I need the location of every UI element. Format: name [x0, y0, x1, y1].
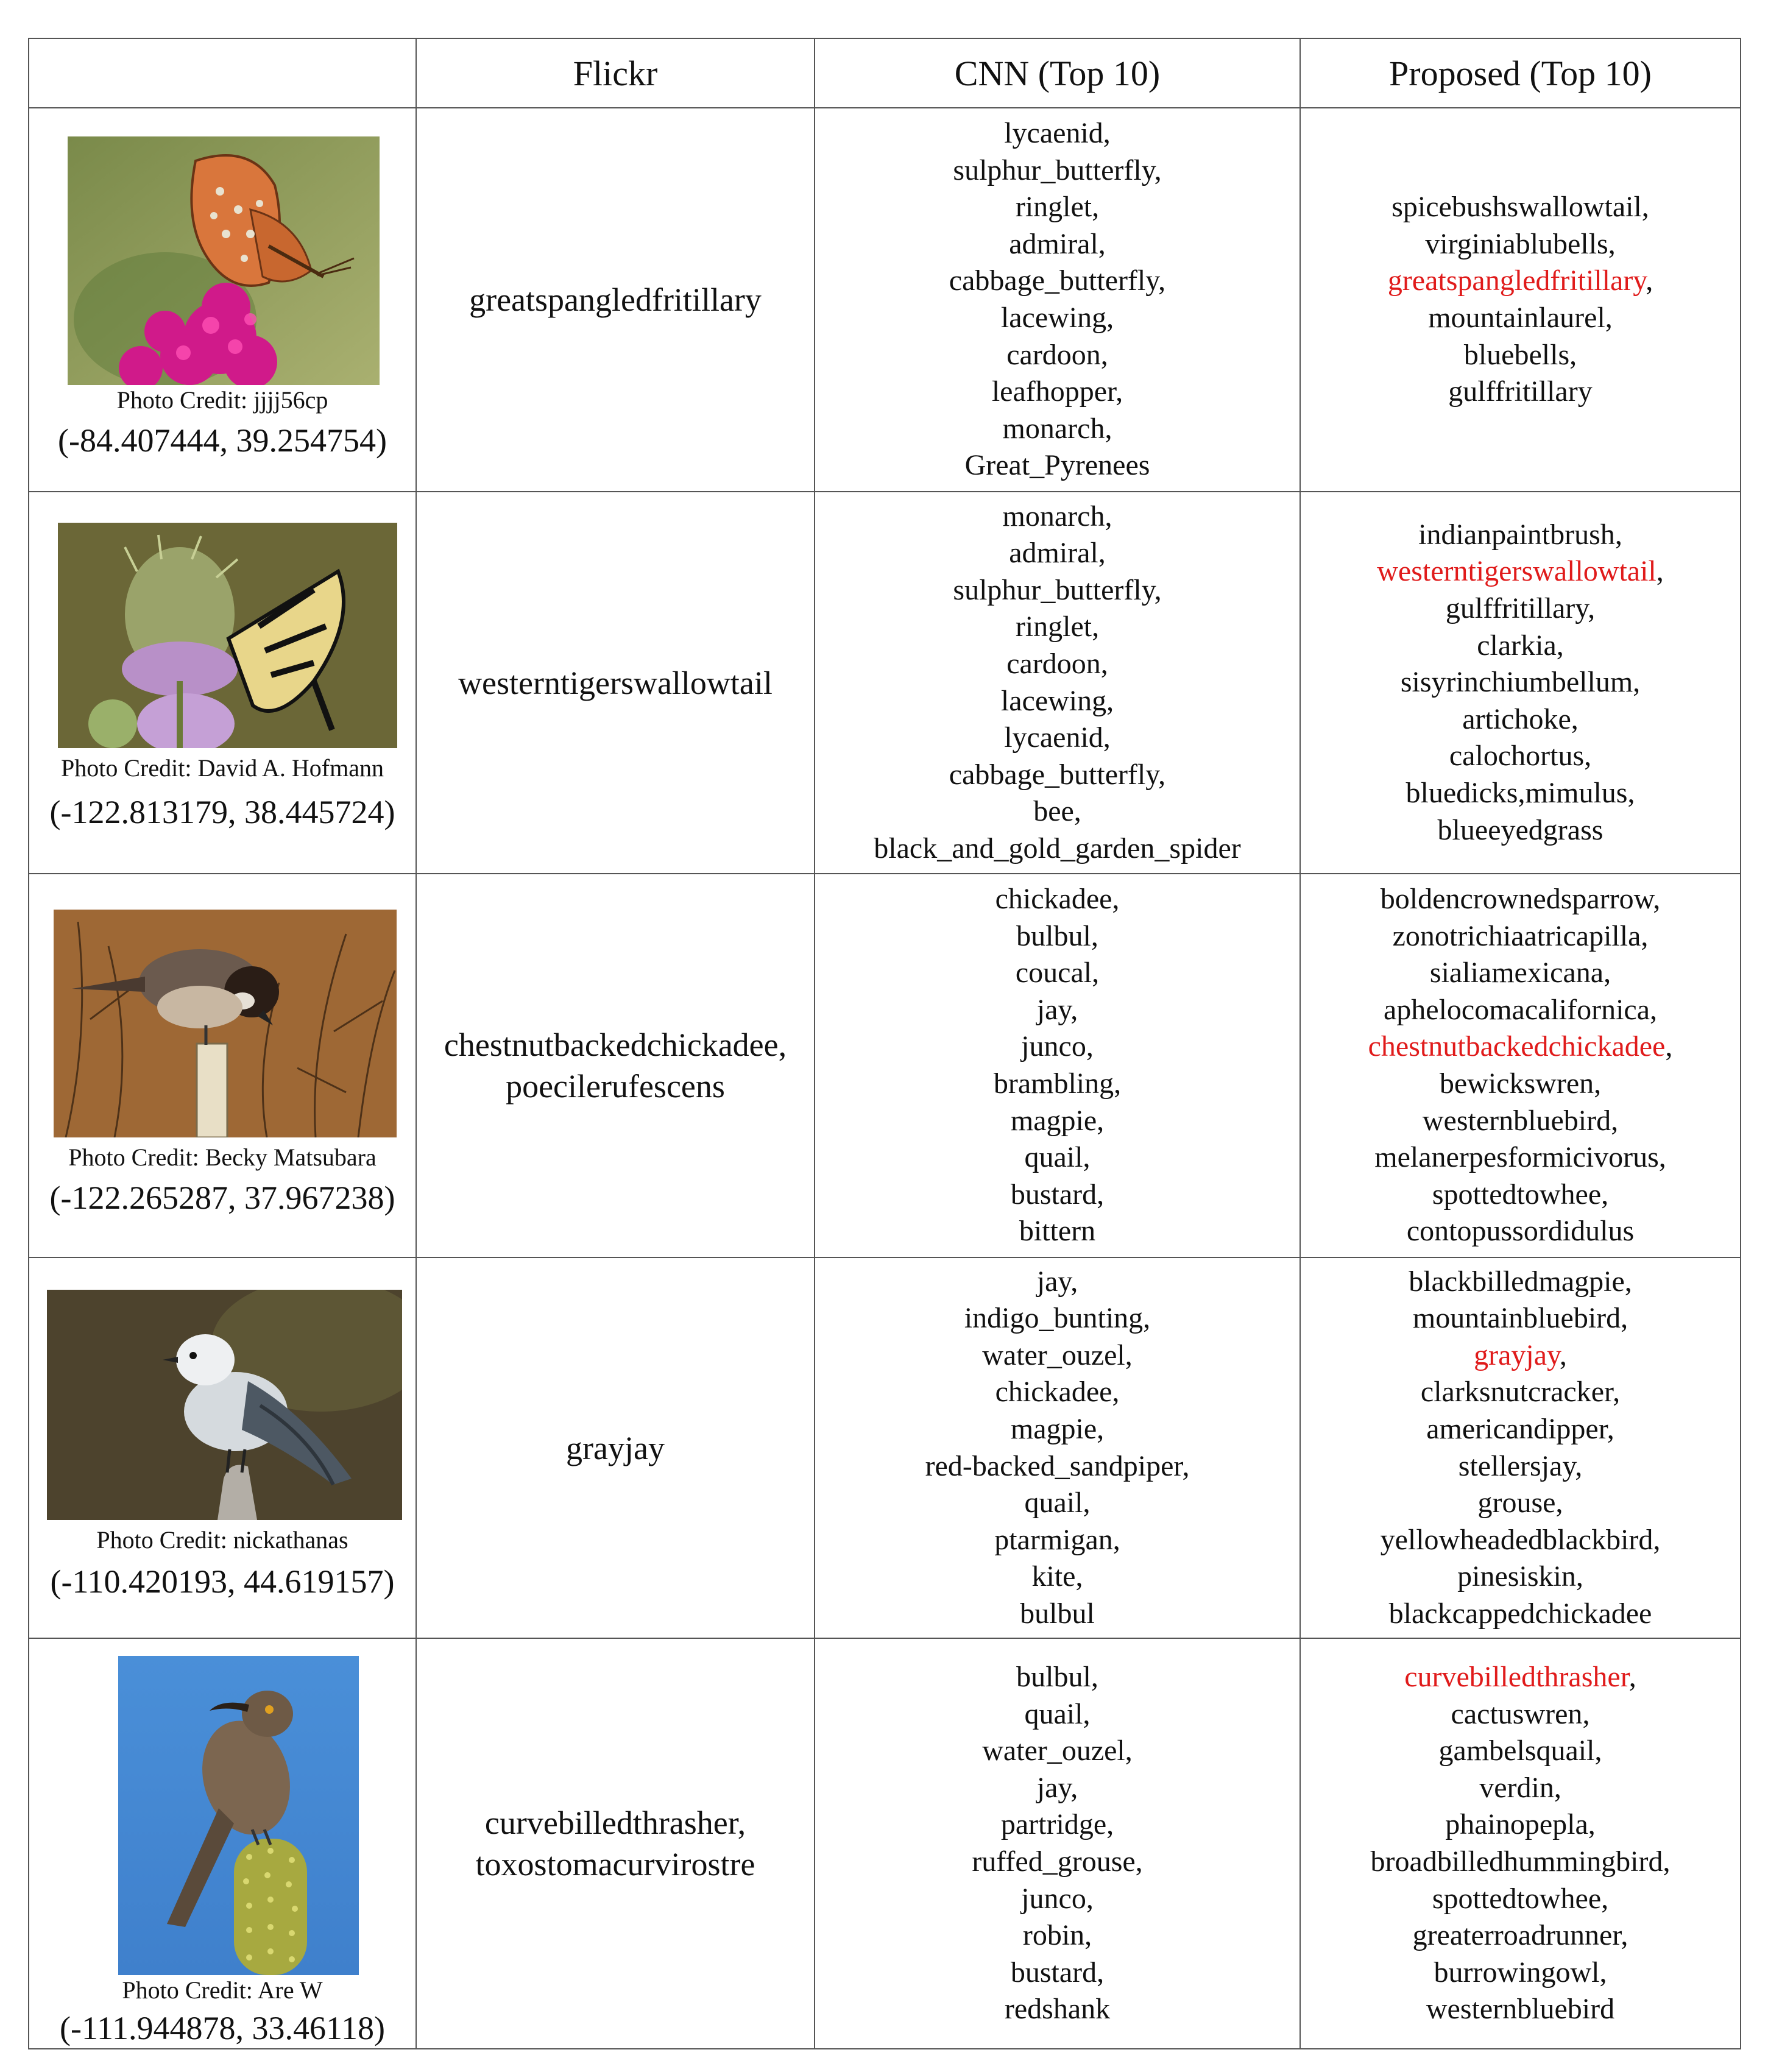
cnn-prediction: robin,	[1022, 1919, 1092, 1952]
photo-credit: Photo Credit: Are W	[122, 1976, 323, 2004]
prediction-text: gulffritillary	[1448, 375, 1593, 408]
gps-coordinates: (-122.265287, 37.967238)	[49, 1179, 395, 1216]
correct-prediction-highlight: curvebilledthrasher	[1404, 1661, 1629, 1694]
cnn-prediction: kite,	[1031, 1560, 1083, 1593]
prediction-text: blackcappedchickadee	[1388, 1597, 1652, 1630]
proposed-prediction	[1301, 337, 1740, 374]
proposed-predictions-cell	[1300, 1257, 1741, 1638]
prediction-text: artichoke	[1462, 702, 1571, 735]
separator: ,	[1653, 1523, 1661, 1556]
correct-prediction-highlight: greatspangledfritillary	[1387, 264, 1646, 297]
prediction-text: gulffritillary	[1445, 592, 1588, 625]
cnn-prediction: magpie,	[1010, 1104, 1105, 1137]
cnn-prediction: ringlet,	[1015, 191, 1100, 224]
cnn-prediction: ptarmigan,	[994, 1523, 1120, 1556]
butterfly-on-pink-flower-icon	[68, 136, 380, 385]
proposed-prediction	[1301, 881, 1740, 918]
prediction-text: spottedtowhee	[1432, 1178, 1602, 1211]
prediction-text: mountainbluebird	[1412, 1302, 1621, 1335]
swallowtail-on-teasel-icon	[58, 523, 397, 748]
flickr-tags-cell	[416, 874, 815, 1257]
prediction-text: spicebushswallowtail	[1391, 191, 1642, 224]
separator: ,	[1607, 1412, 1614, 1445]
cnn-predictions-cell	[815, 108, 1300, 492]
proposed-prediction	[1301, 992, 1740, 1029]
proposed-prediction	[1301, 738, 1740, 775]
separator: ,	[1641, 191, 1649, 224]
separator: ,	[1624, 1265, 1632, 1298]
photo-credit: Photo Credit: David A. Hofmann	[61, 754, 384, 782]
results-table	[28, 38, 1741, 2049]
prediction-text: gambelsquail	[1438, 1734, 1595, 1767]
cnn-prediction: indigo_bunting,	[964, 1302, 1151, 1335]
cnn-prediction: bulbul,	[1016, 1661, 1098, 1694]
prediction-text: sisyrinchiumbellum	[1400, 666, 1633, 699]
cnn-prediction: bulbul	[1020, 1597, 1095, 1630]
proposed-prediction	[1301, 300, 1740, 337]
cnn-prediction: lacewing,	[1000, 302, 1114, 334]
proposed-prediction	[1301, 1337, 1740, 1374]
prediction-text: bluedicks,mimulus	[1406, 776, 1628, 809]
prediction-text: mountainlaurel	[1428, 302, 1605, 334]
separator: ,	[1613, 1376, 1621, 1409]
proposed-prediction	[1301, 373, 1740, 411]
separator: ,	[1571, 702, 1579, 735]
separator: ,	[1588, 592, 1596, 625]
image-cell	[29, 108, 416, 492]
prediction-text: bewickswren	[1439, 1067, 1594, 1100]
proposed-prediction	[1301, 1659, 1740, 1696]
correct-prediction-highlight: grayjay	[1474, 1338, 1560, 1371]
flickr-tag: grayjay	[566, 1429, 665, 1466]
flickr-tag: chestnutbackedchickadee,	[444, 1027, 787, 1063]
separator: ,	[1658, 1141, 1666, 1174]
cnn-prediction: chickadee,	[995, 1376, 1120, 1409]
proposed-prediction	[1301, 1522, 1740, 1559]
cnn-prediction: lycaenid,	[1004, 117, 1111, 150]
prediction-text: contopussordidulus	[1406, 1215, 1635, 1248]
proposed-prediction	[1301, 1596, 1740, 1633]
gray-jay-on-branch-icon	[47, 1290, 402, 1520]
proposed-predictions-cell	[1300, 492, 1741, 874]
flickr-tags-cell	[416, 1638, 815, 2049]
cnn-prediction: Great_Pyrenees	[964, 449, 1150, 482]
proposed-prediction	[1301, 628, 1740, 665]
cnn-prediction: jay,	[1036, 993, 1078, 1026]
flickr-tag: toxostomacurvirostre	[475, 1846, 755, 1883]
proposed-prediction	[1301, 263, 1740, 300]
cnn-prediction: water_ouzel,	[982, 1338, 1133, 1371]
proposed-prediction	[1301, 1733, 1740, 1770]
prediction-text: indianpaintbrush	[1418, 518, 1615, 551]
proposed-prediction	[1301, 1991, 1740, 2028]
separator: ,	[1627, 776, 1635, 809]
cnn-prediction: cabbage_butterfly,	[949, 758, 1166, 791]
table-row	[29, 874, 1741, 1257]
cnn-prediction: monarch,	[1002, 412, 1112, 445]
gps-coordinates: (-84.407444, 39.254754)	[58, 422, 387, 459]
cnn-prediction: partridge,	[1000, 1808, 1114, 1841]
table-row	[29, 108, 1741, 492]
cnn-prediction: cardoon,	[1006, 338, 1108, 371]
table-row	[29, 492, 1741, 874]
prediction-text: westernbluebird	[1422, 1104, 1611, 1137]
separator: ,	[1611, 1104, 1619, 1137]
cnn-prediction: admiral,	[1009, 227, 1106, 260]
cnn-prediction: red-backed_sandpiper,	[925, 1449, 1190, 1482]
proposed-prediction	[1301, 1374, 1740, 1411]
separator: ,	[1608, 227, 1616, 260]
prediction-text: boldencrownedsparrow	[1380, 883, 1653, 916]
separator: ,	[1656, 555, 1664, 588]
gps-coordinates: (-110.420193, 44.619157)	[50, 1563, 395, 1600]
prediction-text: broadbilledhummingbird	[1370, 1845, 1663, 1878]
photo-credit: Photo Credit: nickathanas	[96, 1526, 348, 1554]
proposed-prediction	[1301, 1103, 1740, 1140]
proposed-prediction	[1301, 918, 1740, 955]
cnn-predictions-cell	[815, 492, 1300, 874]
cnn-prediction: sulphur_butterfly,	[953, 573, 1162, 606]
separator: ,	[1555, 1487, 1563, 1519]
cnn-prediction: quail,	[1024, 1487, 1091, 1519]
prediction-text: clarksnutcracker	[1420, 1376, 1613, 1409]
cnn-prediction: bulbul,	[1016, 919, 1098, 952]
header-flickr: Flickr	[416, 38, 815, 108]
proposed-prediction	[1301, 1954, 1740, 1992]
proposed-predictions-cell	[1300, 874, 1741, 1257]
cnn-prediction: sulphur_butterfly,	[953, 154, 1162, 186]
flickr-tag: westerntigerswallowtail	[458, 664, 773, 701]
prediction-text: yellowheadedblackbird	[1380, 1523, 1653, 1556]
cnn-prediction: quail,	[1024, 1697, 1091, 1730]
proposed-prediction	[1301, 1485, 1740, 1522]
proposed-predictions-cell	[1300, 1638, 1741, 2049]
prediction-text: phainopepla	[1445, 1808, 1588, 1841]
flickr-tag: greatspangledfritillary	[469, 281, 762, 318]
gps-coordinates: (-111.944878, 33.46118)	[60, 2010, 385, 2046]
cnn-prediction: cardoon,	[1006, 647, 1108, 680]
proposed-prediction	[1301, 1558, 1740, 1596]
header-image	[29, 38, 416, 108]
cnn-prediction: junco,	[1021, 1030, 1094, 1063]
cnn-prediction: ringlet,	[1015, 610, 1100, 643]
header-cnn: CNN (Top 10)	[815, 38, 1300, 108]
photo-credit: Photo Credit: jjjj56cp	[116, 386, 328, 414]
separator: ,	[1605, 302, 1613, 334]
proposed-prediction	[1301, 1264, 1740, 1301]
prediction-text: sialiamexicana	[1429, 956, 1604, 989]
proposed-prediction	[1301, 1770, 1740, 1807]
proposed-prediction	[1301, 1806, 1740, 1844]
separator: ,	[1594, 1734, 1602, 1767]
proposed-prediction	[1301, 664, 1740, 701]
separator: ,	[1604, 956, 1611, 989]
chickadee-on-stalk-icon	[54, 910, 397, 1137]
separator: ,	[1621, 1919, 1628, 1952]
separator: ,	[1663, 1845, 1671, 1878]
proposed-prediction	[1301, 1448, 1740, 1485]
prediction-text: zonotrichiaatricapilla	[1392, 919, 1641, 952]
image-cell	[29, 874, 416, 1257]
flickr-tag: poecilerufescens	[506, 1068, 725, 1105]
flickr-tags-cell	[416, 1257, 815, 1638]
header-proposed: Proposed (Top 10)	[1300, 38, 1741, 108]
image-cell	[29, 1257, 416, 1638]
proposed-prediction	[1301, 701, 1740, 738]
proposed-prediction	[1301, 1213, 1740, 1250]
separator: ,	[1628, 1661, 1636, 1694]
cnn-prediction: junco,	[1021, 1882, 1094, 1915]
gps-coordinates: (-122.813179, 38.445724)	[49, 794, 395, 830]
proposed-prediction	[1301, 553, 1740, 590]
prediction-text: aphelocomacalifornica	[1383, 993, 1650, 1026]
thrasher-on-cactus-icon	[118, 1656, 359, 1975]
prediction-text: spottedtowhee	[1432, 1882, 1602, 1915]
image-cell	[29, 1638, 416, 2049]
cnn-prediction: water_ouzel,	[982, 1734, 1133, 1767]
separator: ,	[1559, 1338, 1567, 1371]
prediction-text: stellersjay	[1458, 1449, 1575, 1482]
cnn-prediction: redshank	[1004, 1993, 1111, 2026]
prediction-text: greaterroadrunner	[1412, 1919, 1621, 1952]
proposed-prediction	[1301, 1917, 1740, 1954]
cnn-prediction: coucal,	[1015, 956, 1100, 989]
proposed-prediction	[1301, 1696, 1740, 1733]
prediction-text: virginiablubells	[1425, 227, 1608, 260]
cnn-prediction: admiral,	[1009, 537, 1106, 570]
prediction-text: grouse	[1477, 1487, 1556, 1519]
proposed-prediction	[1301, 1139, 1740, 1176]
cnn-prediction: bustard,	[1010, 1956, 1105, 1989]
proposed-prediction	[1301, 1028, 1740, 1066]
table-row	[29, 1257, 1741, 1638]
cnn-predictions-cell	[815, 1257, 1300, 1638]
prediction-text: pinesiskin	[1457, 1560, 1576, 1593]
separator: ,	[1569, 338, 1577, 371]
separator: ,	[1621, 1302, 1628, 1335]
separator: ,	[1588, 1808, 1596, 1841]
proposed-predictions-cell	[1300, 108, 1741, 492]
proposed-prediction	[1301, 1844, 1740, 1881]
proposed-prediction	[1301, 955, 1740, 992]
cnn-predictions-cell	[815, 874, 1300, 1257]
proposed-prediction	[1301, 226, 1740, 263]
cnn-prediction: magpie,	[1010, 1412, 1105, 1445]
cnn-prediction: monarch,	[1002, 500, 1112, 532]
separator: ,	[1653, 883, 1661, 916]
separator: ,	[1582, 1697, 1590, 1730]
proposed-prediction	[1301, 1881, 1740, 1918]
cnn-prediction: bittern	[1019, 1215, 1096, 1248]
prediction-text: calochortus	[1449, 740, 1585, 773]
cnn-prediction: chickadee,	[995, 883, 1120, 916]
proposed-prediction	[1301, 590, 1740, 628]
separator: ,	[1575, 1560, 1583, 1593]
separator: ,	[1554, 1771, 1561, 1804]
flickr-tag: curvebilledthrasher,	[484, 1805, 746, 1841]
prediction-text: westernbluebird	[1426, 1993, 1615, 2026]
cnn-prediction: black_and_gold_garden_spider	[874, 832, 1241, 865]
cnn-predictions-cell	[815, 1638, 1300, 2049]
separator: ,	[1646, 264, 1653, 297]
cnn-prediction: quail,	[1024, 1141, 1091, 1174]
prediction-text: verdin	[1479, 1771, 1554, 1804]
cnn-prediction: brambling,	[993, 1067, 1122, 1100]
cnn-prediction: jay,	[1036, 1265, 1078, 1298]
header-row	[29, 38, 1741, 108]
proposed-prediction	[1301, 189, 1740, 226]
proposed-prediction	[1301, 1176, 1740, 1214]
proposed-prediction	[1301, 812, 1740, 849]
cnn-prediction: bustard,	[1010, 1178, 1105, 1211]
table-row	[29, 1638, 1741, 2049]
separator: ,	[1601, 1178, 1609, 1211]
separator: ,	[1650, 993, 1658, 1026]
cnn-prediction: lacewing,	[1000, 684, 1114, 717]
flickr-tags-cell	[416, 108, 815, 492]
cnn-prediction: leafhopper,	[991, 375, 1123, 408]
proposed-prediction	[1301, 517, 1740, 554]
prediction-text: cactuswren	[1451, 1697, 1583, 1730]
separator: ,	[1614, 518, 1622, 551]
cnn-prediction: jay,	[1036, 1771, 1078, 1804]
cnn-prediction: bee,	[1033, 795, 1081, 828]
proposed-prediction	[1301, 1300, 1740, 1337]
separator: ,	[1601, 1882, 1609, 1915]
separator: ,	[1641, 919, 1649, 952]
image-cell	[29, 492, 416, 874]
cnn-prediction: cabbage_butterfly,	[949, 264, 1166, 297]
prediction-text: burrowingowl	[1434, 1956, 1600, 1989]
prediction-text: americandipper	[1426, 1412, 1607, 1445]
prediction-text: clarkia	[1477, 629, 1557, 662]
proposed-prediction	[1301, 1066, 1740, 1103]
separator: ,	[1556, 629, 1564, 662]
prediction-text: blackbilledmagpie	[1409, 1265, 1625, 1298]
separator: ,	[1575, 1449, 1583, 1482]
correct-prediction-highlight: westerntigerswallowtail	[1377, 555, 1657, 588]
flickr-tags-cell	[416, 492, 815, 874]
proposed-prediction	[1301, 1411, 1740, 1448]
cnn-prediction: lycaenid,	[1004, 721, 1111, 754]
photo-credit: Photo Credit: Becky Matsubara	[68, 1144, 377, 1171]
separator: ,	[1633, 666, 1641, 699]
separator: ,	[1665, 1030, 1673, 1063]
proposed-prediction	[1301, 775, 1740, 812]
cnn-prediction: ruffed_grouse,	[972, 1845, 1143, 1878]
prediction-text: melanerpesformicivorus	[1374, 1141, 1659, 1174]
prediction-text: blueeyedgrass	[1437, 813, 1604, 846]
separator: ,	[1584, 740, 1592, 773]
prediction-text: bluebells	[1463, 338, 1570, 371]
correct-prediction-highlight: chestnutbackedchickadee	[1368, 1030, 1666, 1063]
separator: ,	[1599, 1956, 1607, 1989]
separator: ,	[1594, 1067, 1602, 1100]
